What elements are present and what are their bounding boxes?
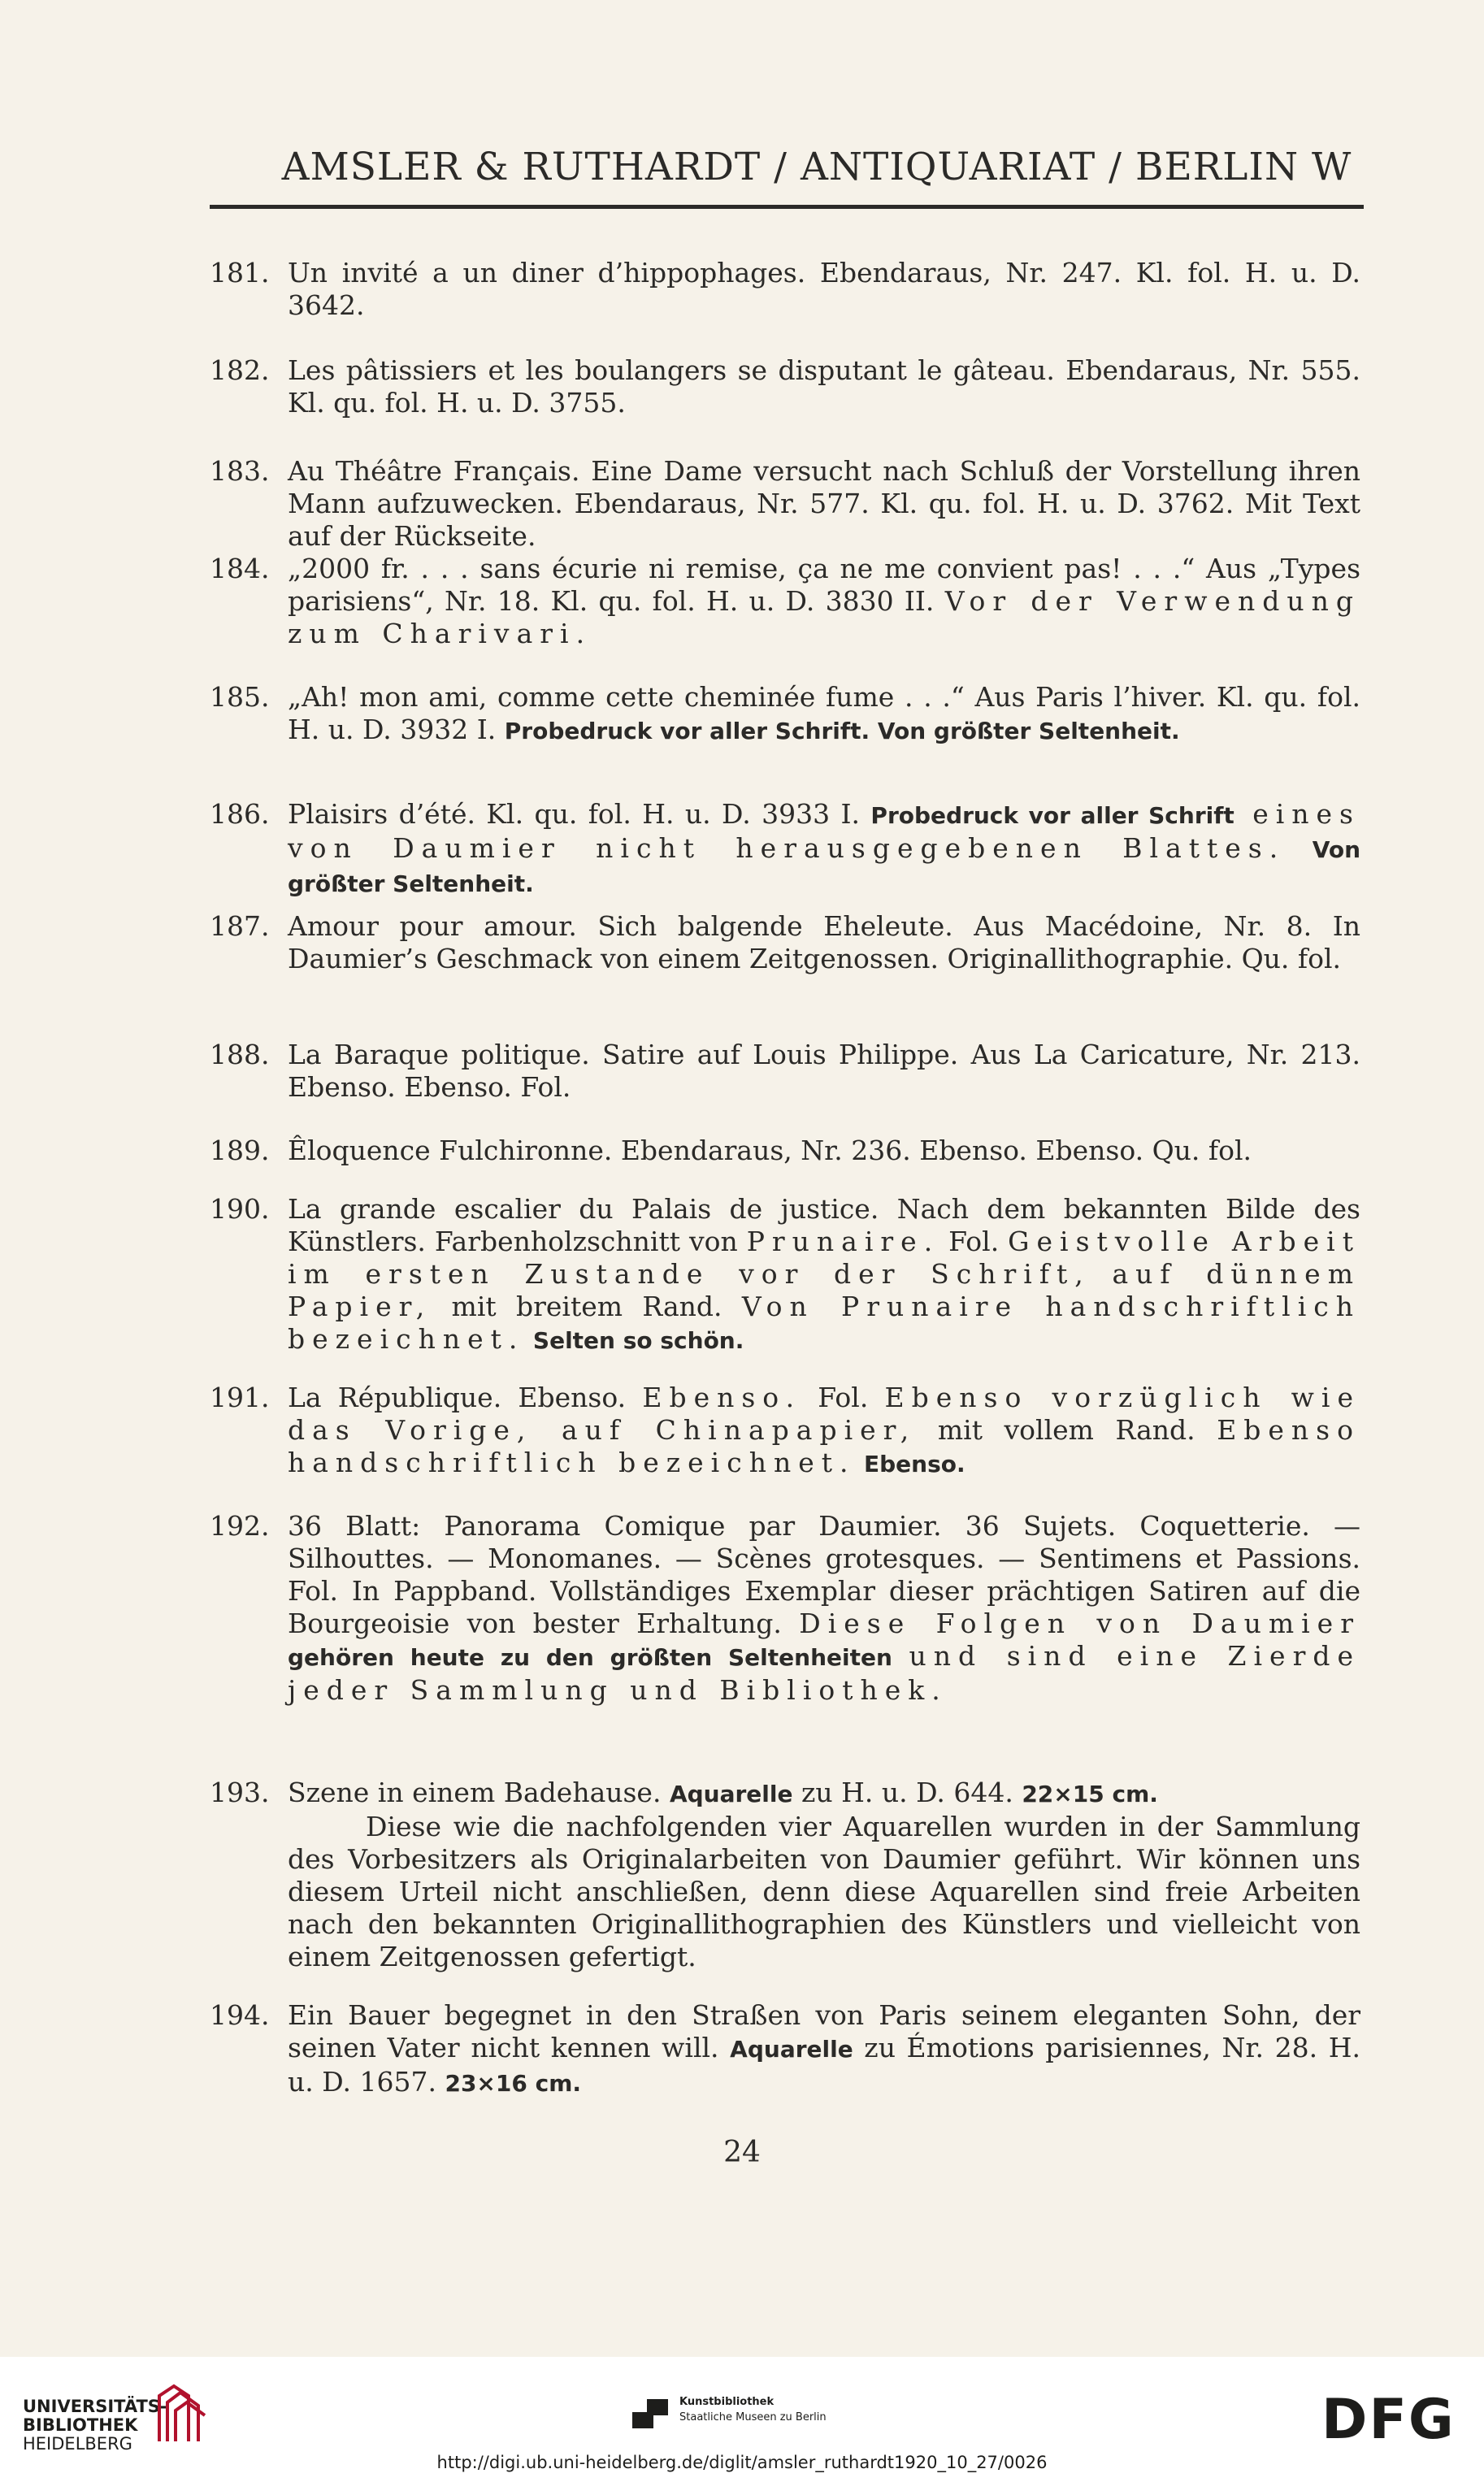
- kb-title: Kunstbibliothek: [679, 2396, 775, 2408]
- text-run: Un invité a un diner d’hippophages. Ebendaraus, Nr. 247. Kl. fol. H. u. D. 3642.: [288, 257, 1360, 321]
- text-run: mit vollem Rand.: [916, 1414, 1217, 1446]
- spaced-emphasis: und sind eine Zierde jeder Sammlung und Bibliothek.: [288, 1640, 1360, 1706]
- entry-text: [288, 1999, 1360, 2100]
- entry-text: [288, 1382, 1360, 1481]
- entry-description: [288, 455, 1360, 553]
- entry-text: [288, 1777, 1360, 1973]
- text-run: 36 Blatt: Panorama Comique par Daumier. 36 Sujets. Coquetterie. — Silhouttes. — Monomanes. — Scènes grotesques. — Sentimens et Passions. Fol. In Pappband. Vollständiges Exemplar dieser prächtigen Satiren auf die Bourgeoisie von bester Erhaltung.: [288, 1510, 1360, 1639]
- entry-text: [288, 910, 1360, 975]
- kunstbibliothek-label: [679, 2394, 827, 2425]
- text-run: La Baraque politique. Satire auf Louis Philippe. Aus La Caricature, Nr. 213. Ebenso. Ebenso. Fol.: [288, 1039, 1360, 1103]
- text-run: La grande escalier du Palais de justice. Nach dem bekannten Bilde des Künstlers. Farbenholzschnitt von: [288, 1193, 1360, 1257]
- entry-text: [288, 798, 1360, 900]
- text-run: zu Émotions parisiennes, Nr. 28. H. u. D. 1657.: [288, 2032, 1360, 2098]
- text-run: Ein Bauer begegnet in den Straßen von Paris seinem eleganten Sohn, der seinen Vater nicht kennen will.: [288, 1999, 1360, 2063]
- source-url[interactable]: http://digi.ub.uni-heidelberg.de/diglit/amsler_ruthardt1920_10_27/0026: [436, 2453, 1048, 2472]
- entry-description: [288, 798, 1360, 900]
- entry-text: [288, 1135, 1360, 1167]
- text-run: [524, 1323, 533, 1355]
- page-number: 24: [723, 2136, 761, 2169]
- text-run: [1091, 1258, 1113, 1290]
- entry-description: [288, 1193, 1360, 1357]
- entry-description: [288, 1777, 1360, 1811]
- text-run: [856, 1447, 865, 1478]
- header-rule: [210, 205, 1364, 209]
- text-run: Szene in einem Badehause.: [288, 1777, 670, 1808]
- university-line-1: UNIVERSITÄTS-: [23, 2397, 167, 2416]
- dfg-logo: DFG: [1321, 2388, 1456, 2452]
- spaced-emphasis: Ebenso handschriftlich bezeichnet.: [288, 1414, 1360, 1478]
- entry-description: [288, 1039, 1360, 1104]
- text-run: Amour pour amour. Sich balgende Eheleute. Aus Macédoine, Nr. 8. In Daumier’s Geschmack von einem Zeitgenossen. Originallithographie. Qu. fol.: [288, 910, 1360, 974]
- spaced-emphasis: Ebenso.: [642, 1382, 802, 1413]
- entry-note: [288, 1811, 1360, 1973]
- entry-text: [288, 681, 1360, 748]
- page-header: AMSLER & RUTHARDT / ANTIQUARIAT / BERLIN W: [281, 145, 1352, 189]
- bold-emphasis: Selten so schön.: [532, 1327, 744, 1354]
- entry-text: [288, 354, 1360, 419]
- text-run: zu H. u. D. 644.: [792, 1777, 1022, 1808]
- entry-text: [288, 1510, 1360, 1707]
- text-run: Fol.: [801, 1382, 885, 1413]
- text-run: La République. Ebenso.: [288, 1382, 643, 1413]
- university-line-3: HEIDELBERG: [23, 2434, 132, 2454]
- spaced-emphasis: Prunaire.: [746, 1226, 940, 1257]
- bold-emphasis: Probedruck vor aller Schrift: [870, 802, 1234, 829]
- entry-number: 185.: [210, 681, 270, 713]
- spaced-emphasis: Von Prunaire handschriftlich bezeichnet.: [288, 1291, 1360, 1355]
- text-run: Les pâtissiers et les boulangers se disputant le gâteau. Ebendaraus, Nr. 555. Kl. qu. fol. H. u. D. 3755.: [288, 354, 1360, 419]
- text-run: Fol.: [939, 1226, 1009, 1257]
- text-run: mit breitem Rand.: [432, 1291, 742, 1322]
- spaced-emphasis: Diese Folgen von Daumier: [799, 1608, 1360, 1639]
- text-run: Plaisirs d’été. Kl. qu. fol. H. u. D. 3933 I.: [288, 798, 871, 830]
- entry-text: [288, 455, 1360, 553]
- spaced-emphasis: Geistvolle Arbeit im ersten Zustande vor der Schrift,: [288, 1226, 1360, 1290]
- entry-number: 193.: [210, 1777, 270, 1808]
- entry-number: 182.: [210, 354, 270, 386]
- entry-description: [288, 257, 1360, 322]
- bold-emphasis: Von größter Seltenheit.: [288, 836, 1361, 897]
- university-line-2: BIBLIOTHEK: [23, 2415, 138, 2435]
- entry-number: 194.: [210, 1999, 270, 2031]
- entry-description: [288, 1999, 1360, 2100]
- entry-description: [288, 1135, 1360, 1167]
- spaced-emphasis: auf dünnem Papier,: [288, 1258, 1360, 1322]
- text-run: [892, 1640, 909, 1672]
- bold-emphasis: Probedruck vor aller Schrift. Von größter Seltenheit.: [504, 718, 1180, 744]
- entry-number: 187.: [210, 910, 270, 942]
- text-run: Au Théâtre Français. Eine Dame versucht nach Schluß der Vorstellung ihren Mann aufzuwecken. Ebendaraus, Nr. 577. Kl. qu. fol. H. u. D. 3762. Mit Text auf der Rückseite.: [288, 455, 1360, 552]
- text-run: [1285, 832, 1312, 864]
- entry-description: [288, 1510, 1360, 1707]
- university-logo-icon: [151, 2381, 208, 2449]
- spaced-emphasis: Ebenso vorzüglich wie das Vorige, auf Chinapapier,: [288, 1382, 1360, 1446]
- entry-description: [288, 681, 1360, 748]
- university-library-label: [23, 2397, 167, 2454]
- text-run: Êloquence Fulchironne. Ebendaraus, Nr. 236. Ebenso. Ebenso. Qu. fol.: [288, 1135, 1252, 1166]
- entry-number: 191.: [210, 1382, 270, 1413]
- entry-description: [288, 354, 1360, 419]
- spaced-emphasis: Vor der Verwendung zum Charivari.: [288, 585, 1360, 649]
- text-run: Diese wie die nachfolgenden vier Aquarellen wurden in der Sammlung des Vorbesitzers als Originalarbeiten von Daumier geführt. Wir können uns diesem Urteil nicht anschließen, denn diese Aquarellen sind freie Arbeiten nach den bekannten Originallithographien des Künstlers und vielleicht von einem Zeitgenossen gefertigt.: [288, 1811, 1360, 1972]
- bold-emphasis: 23×16 cm.: [445, 2070, 582, 2097]
- bold-emphasis: gehören heute zu den größten Seltenheiten: [288, 1644, 892, 1671]
- bold-emphasis: Aquarelle: [669, 1781, 793, 1807]
- entry-number: 181.: [210, 257, 270, 289]
- entry-text: [288, 257, 1360, 322]
- kunstbibliothek-logo-icon: [631, 2397, 670, 2430]
- kb-subtitle: Staatliche Museen zu Berlin: [679, 2411, 827, 2423]
- text-run: „2000 fr. . . . sans écurie ni remise, ça ne me convient pas! . . .“ Aus „Types parisiens“, Nr. 18. Kl. qu. fol. H. u. D. 3830 II.: [288, 553, 1360, 617]
- entry-number: 188.: [210, 1039, 270, 1070]
- entry-number: 183.: [210, 455, 270, 487]
- bold-emphasis: Aquarelle: [730, 2036, 853, 2063]
- entry-number: 190.: [210, 1193, 270, 1225]
- spaced-emphasis: eines von Daumier nicht herausgegebenen Blattes.: [288, 798, 1360, 864]
- entry-number: 192.: [210, 1510, 270, 1542]
- entry-text: [288, 1039, 1360, 1104]
- entry-number: 189.: [210, 1135, 270, 1166]
- bold-emphasis: Ebenso.: [864, 1451, 965, 1477]
- entry-description: [288, 1382, 1360, 1481]
- entry-text: [288, 553, 1360, 650]
- text-run: „Ah! mon ami, comme cette cheminée fume . . .“ Aus Paris l’hiver. Kl. qu. fol. H. u. D. 3932 I.: [288, 681, 1360, 745]
- bold-emphasis: 22×15 cm.: [1022, 1781, 1158, 1807]
- entry-text: [288, 1193, 1360, 1357]
- entry-description: [288, 910, 1360, 975]
- entry-number: 184.: [210, 553, 270, 584]
- entry-number: 186.: [210, 798, 270, 830]
- entry-description: [288, 553, 1360, 650]
